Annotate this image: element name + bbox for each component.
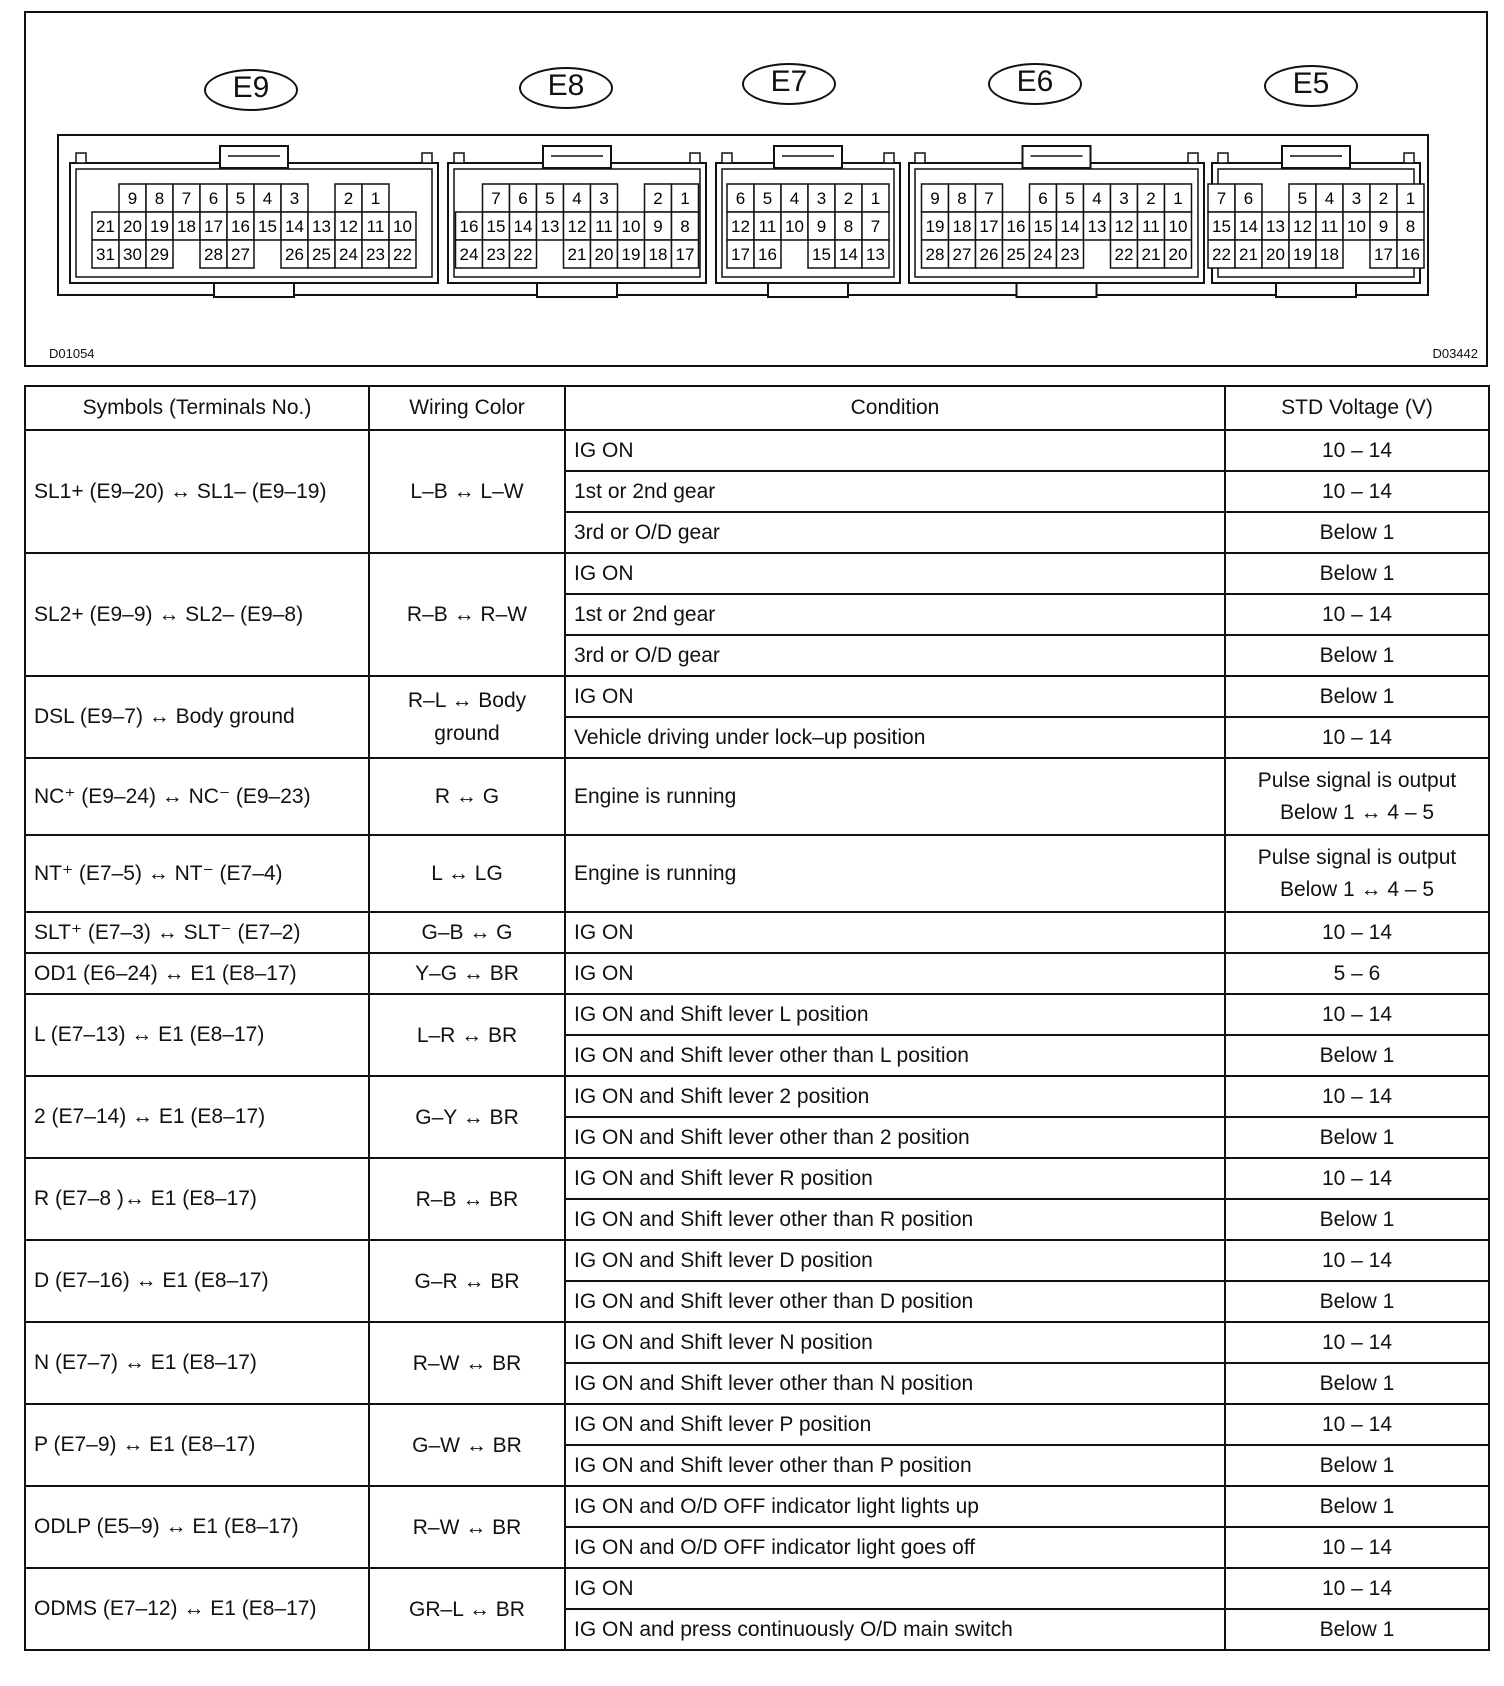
table-row [25,835,1489,912]
table-header-row [25,386,1489,430]
connector-label-e7: E7 [742,63,836,105]
pin-number: 26 [979,245,999,264]
header-condition: Condition [565,386,1225,430]
condition-cell: IG ON and Shift lever other than N position [565,1363,1225,1404]
pin-number: 21 [567,245,587,264]
pin-number: 20 [594,245,614,264]
pin-number: 18 [1320,245,1339,264]
pin-number: 30 [123,245,142,264]
pin-number: 5 [545,189,555,208]
connector-e8 [448,146,706,297]
pin-number: 24 [1033,245,1053,264]
connector-e7 [716,146,900,297]
pin-number: 3 [816,189,827,208]
pin-number: 28 [925,245,945,264]
pin-number: 10 [1347,217,1366,236]
connector-diagram [24,11,1488,367]
connector-drawing [26,13,1486,365]
condition-cell: IG ON and O/D OFF indicator light lights up [565,1486,1225,1527]
condition-cell: IG ON and Shift lever other than P position [565,1445,1225,1486]
pin-number: 15 [486,217,506,236]
pin-number: 7 [870,217,881,236]
pin-number: 23 [1060,245,1080,264]
pin-number: 20 [123,217,142,236]
std-voltage-cell: Below 1 [1225,1117,1489,1158]
pin-number: 11 [758,217,777,236]
header-std-voltage: STD Voltage (V) [1225,386,1489,430]
pin-number: 19 [925,217,945,236]
terminal-symbol-cell: SLT⁺ (E7–3) ↔ SLT⁻ (E7–2) [25,912,369,953]
pin-number: 4 [789,189,800,208]
pin-number: 13 [312,217,331,236]
pin-number: 9 [127,189,138,208]
terminal-symbol-cell: NT⁺ (E7–5) ↔ NT⁻ (E7–4) [25,835,369,912]
condition-cell: IG ON [565,553,1225,594]
connector-e6 [909,146,1204,297]
connector-e5 [1208,146,1424,297]
pin-number: 17 [1374,245,1393,264]
connector-e9 [70,146,438,297]
condition-cell: IG ON and Shift lever L position [565,994,1225,1035]
diagram-code-left: D01054 [49,346,95,361]
wiring-color-cell: G–W ↔ BR [369,1404,565,1486]
table-row [25,953,1489,994]
table-row [25,553,1489,594]
pin-number: 3 [289,189,300,208]
pin-number: 7 [491,189,501,208]
wiring-color-cell: L–B ↔ L–W [369,430,565,553]
pin-number: 1 [370,189,381,208]
condition-cell: 3rd or O/D gear [565,635,1225,676]
terminal-symbol-cell: R (E7–8 )↔ E1 (E8–17) [25,1158,369,1240]
std-voltage-cell: Below 1 [1225,635,1489,676]
std-voltage-cell: 10 – 14 [1225,430,1489,471]
condition-cell: IG ON and Shift lever other than L position [565,1035,1225,1076]
pin-number: 24 [339,245,358,264]
condition-cell: IG ON [565,676,1225,717]
pin-number: 16 [1401,245,1420,264]
pin-number: 2 [1146,189,1156,208]
std-voltage-cell: 10 – 14 [1225,594,1489,635]
pin-number: 21 [96,217,115,236]
std-voltage-cell: 10 – 14 [1225,1527,1489,1568]
pin-number: 2 [1378,189,1389,208]
std-voltage-cell: Pulse signal is output Below 1 ↔ 4 – 5 [1225,758,1489,835]
pin-number: 1 [680,189,690,208]
condition-cell: IG ON and Shift lever N position [565,1322,1225,1363]
std-voltage-cell: 5 – 6 [1225,953,1489,994]
pin-number: 5 [1065,189,1075,208]
std-voltage-cell: 10 – 14 [1225,994,1489,1035]
diagram-code-right: D03442 [1432,346,1478,361]
pin-number: 15 [1033,217,1053,236]
terminal-symbol-cell: DSL (E9–7) ↔ Body ground [25,676,369,758]
terminal-voltage-table [24,385,1490,1651]
connector-label-e8: E8 [519,67,613,109]
terminal-symbol-cell: SL2+ (E9–9) ↔ SL2– (E9–8) [25,553,369,676]
std-voltage-cell: Below 1 [1225,1445,1489,1486]
pin-number: 19 [150,217,169,236]
pin-number: 29 [150,245,169,264]
std-voltage-cell: Below 1 [1225,1486,1489,1527]
pin-number: 2 [843,189,854,208]
pin-number: 9 [653,217,663,236]
pin-number: 18 [952,217,972,236]
table-body [25,430,1489,1650]
pin-number: 13 [1266,217,1285,236]
condition-cell: IG ON and Shift lever P position [565,1404,1225,1445]
pin-number: 18 [648,245,668,264]
pin-number: 9 [816,217,827,236]
pin-number: 27 [952,245,972,264]
pin-number: 4 [1324,189,1335,208]
pin-number: 10 [621,217,641,236]
std-voltage-cell: Below 1 [1225,1035,1489,1076]
pin-number: 19 [621,245,641,264]
header-wiring-color: Wiring Color [369,386,565,430]
pin-number: 5 [235,189,246,208]
pin-number: 9 [930,189,940,208]
pin-number: 8 [154,189,165,208]
pin-number: 21 [1239,245,1258,264]
std-voltage-cell: 10 – 14 [1225,912,1489,953]
std-voltage-cell: Below 1 [1225,553,1489,594]
pin-number: 2 [343,189,354,208]
pin-number: 22 [393,245,412,264]
pin-number: 6 [1243,189,1254,208]
pin-number: 17 [979,217,999,236]
std-voltage-cell: Pulse signal is output Below 1 ↔ 4 – 5 [1225,835,1489,912]
terminal-symbol-cell: OD1 (E6–24) ↔ E1 (E8–17) [25,953,369,994]
std-voltage-cell: Below 1 [1225,1281,1489,1322]
pin-number: 16 [231,217,250,236]
wiring-color-cell: G–Y ↔ BR [369,1076,565,1158]
pin-number: 5 [762,189,773,208]
pin-number: 12 [567,217,587,236]
condition-cell: IG ON [565,912,1225,953]
pin-number: 6 [735,189,746,208]
pin-number: 14 [1239,217,1258,236]
connector-label-e5: E5 [1264,65,1358,107]
pin-number: 16 [758,245,777,264]
std-voltage-cell: Below 1 [1225,1363,1489,1404]
condition-cell: Engine is running [565,758,1225,835]
pin-number: 11 [595,217,613,236]
wiring-color-cell: G–R ↔ BR [369,1240,565,1322]
pin-number: 15 [258,217,277,236]
pin-number: 6 [208,189,219,208]
terminal-symbol-cell: L (E7–13) ↔ E1 (E8–17) [25,994,369,1076]
table-row [25,1240,1489,1281]
terminal-symbol-cell: N (E7–7) ↔ E1 (E8–17) [25,1322,369,1404]
pin-number: 16 [1006,217,1026,236]
std-voltage-cell: 10 – 14 [1225,1076,1489,1117]
pin-number: 1 [870,189,881,208]
pin-number: 16 [459,217,479,236]
table-row [25,676,1489,717]
pin-number: 10 [785,217,804,236]
pin-number: 5 [1297,189,1308,208]
pin-number: 19 [1293,245,1312,264]
table-row [25,758,1489,835]
wiring-color-cell: R–B ↔ R–W [369,553,565,676]
pin-number: 22 [513,245,533,264]
pin-number: 31 [96,245,115,264]
condition-cell: IG ON [565,953,1225,994]
table-row [25,912,1489,953]
table-row [25,1404,1489,1445]
pin-number: 14 [285,217,304,236]
pin-number: 3 [1351,189,1362,208]
pin-number: 12 [1114,217,1134,236]
std-voltage-cell: 10 – 14 [1225,1404,1489,1445]
condition-cell: IG ON and Shift lever other than 2 position [565,1117,1225,1158]
pin-number: 12 [339,217,358,236]
pin-number: 24 [459,245,479,264]
condition-cell: IG ON and O/D OFF indicator light goes off [565,1527,1225,1568]
condition-cell: IG ON and Shift lever D position [565,1240,1225,1281]
pin-number: 3 [1119,189,1129,208]
pin-number: 13 [540,217,560,236]
pin-number: 14 [839,245,858,264]
pin-number: 8 [680,217,690,236]
pin-number: 12 [731,217,750,236]
wiring-color-cell: R–L ↔ Body ground [369,676,565,758]
pin-number: 10 [393,217,412,236]
pin-number: 26 [285,245,304,264]
std-voltage-cell: Below 1 [1225,1609,1489,1650]
std-voltage-cell: 10 – 14 [1225,1568,1489,1609]
pin-number: 1 [1405,189,1416,208]
pin-number: 17 [204,217,223,236]
condition-cell: Engine is running [565,835,1225,912]
pin-number: 4 [262,189,273,208]
terminal-symbol-cell: P (E7–9) ↔ E1 (E8–17) [25,1404,369,1486]
terminal-symbol-cell: ODLP (E5–9) ↔ E1 (E8–17) [25,1486,369,1568]
pin-number: 23 [366,245,385,264]
pin-number: 25 [312,245,331,264]
terminal-symbol-cell: 2 (E7–14) ↔ E1 (E8–17) [25,1076,369,1158]
condition-cell: IG ON and Shift lever R position [565,1158,1225,1199]
condition-cell: 1st or 2nd gear [565,471,1225,512]
pin-number: 22 [1212,245,1231,264]
pin-number: 11 [1320,217,1339,236]
pin-number: 8 [957,189,967,208]
pin-number: 14 [1060,217,1080,236]
terminal-symbol-cell: SL1+ (E9–20) ↔ SL1– (E9–19) [25,430,369,553]
std-voltage-cell: Below 1 [1225,1199,1489,1240]
pin-number: 15 [1212,217,1231,236]
std-voltage-cell: 10 – 14 [1225,1322,1489,1363]
wiring-color-cell: G–B ↔ G [369,912,565,953]
pin-number: 17 [731,245,750,264]
wiring-color-cell: L ↔ LG [369,835,565,912]
wiring-color-cell: R ↔ G [369,758,565,835]
condition-cell: IG ON and Shift lever other than R position [565,1199,1225,1240]
pin-number: 22 [1114,245,1134,264]
table-row [25,1158,1489,1199]
std-voltage-cell: Below 1 [1225,676,1489,717]
wiring-color-cell: GR–L ↔ BR [369,1568,565,1650]
pin-number: 11 [1142,217,1160,236]
condition-cell: IG ON and Shift lever 2 position [565,1076,1225,1117]
terminal-symbol-cell: ODMS (E7–12) ↔ E1 (E8–17) [25,1568,369,1650]
table-row [25,1076,1489,1117]
pin-number: 25 [1006,245,1026,264]
pin-number: 14 [513,217,533,236]
terminal-symbol-cell: D (E7–16) ↔ E1 (E8–17) [25,1240,369,1322]
pin-number: 8 [843,217,854,236]
pin-number: 27 [231,245,250,264]
table-row [25,1568,1489,1609]
std-voltage-cell: 10 – 14 [1225,1158,1489,1199]
pin-number: 12 [1293,217,1312,236]
wiring-color-cell: R–W ↔ BR [369,1486,565,1568]
pin-number: 15 [812,245,831,264]
connector-label-e6: E6 [988,63,1082,105]
std-voltage-cell: 10 – 14 [1225,471,1489,512]
pin-number: 6 [1038,189,1048,208]
table-row [25,430,1489,471]
condition-cell: IG ON and Shift lever other than D position [565,1281,1225,1322]
wiring-color-cell: Y–G ↔ BR [369,953,565,994]
condition-cell: IG ON [565,1568,1225,1609]
pin-number: 3 [599,189,609,208]
pin-number: 13 [1087,217,1107,236]
pin-number: 20 [1266,245,1285,264]
condition-cell: IG ON and press continuously O/D main switch [565,1609,1225,1650]
table-row [25,1322,1489,1363]
condition-cell: Vehicle driving under lock–up position [565,717,1225,758]
table-row [25,1486,1489,1527]
pin-number: 6 [518,189,528,208]
condition-cell: 1st or 2nd gear [565,594,1225,635]
wiring-color-cell: R–B ↔ BR [369,1158,565,1240]
terminal-symbol-cell: NC⁺ (E9–24) ↔ NC⁻ (E9–23) [25,758,369,835]
wiring-color-cell: R–W ↔ BR [369,1322,565,1404]
pin-number: 8 [1405,217,1416,236]
std-voltage-cell: Below 1 [1225,512,1489,553]
pin-number: 7 [181,189,192,208]
pin-number: 11 [366,217,385,236]
pin-number: 9 [1378,217,1389,236]
pin-number: 28 [204,245,223,264]
std-voltage-cell: 10 – 14 [1225,1240,1489,1281]
condition-cell: 3rd or O/D gear [565,512,1225,553]
pin-number: 13 [866,245,885,264]
pin-number: 10 [1168,217,1188,236]
connector-label-e9: E9 [204,69,298,111]
pin-number: 23 [486,245,506,264]
std-voltage-cell: 10 – 14 [1225,717,1489,758]
header-symbols: Symbols (Terminals No.) [25,386,369,430]
pin-number: 1 [1173,189,1183,208]
pin-number: 7 [984,189,994,208]
pin-number: 18 [177,217,196,236]
pin-number: 21 [1141,245,1161,264]
wiring-color-cell: L–R ↔ BR [369,994,565,1076]
pin-number: 4 [572,189,582,208]
table-row [25,994,1489,1035]
pin-number: 7 [1216,189,1227,208]
pin-number: 4 [1092,189,1102,208]
pin-number: 17 [675,245,695,264]
condition-cell: IG ON [565,430,1225,471]
pin-number: 2 [653,189,663,208]
pin-number: 20 [1168,245,1188,264]
